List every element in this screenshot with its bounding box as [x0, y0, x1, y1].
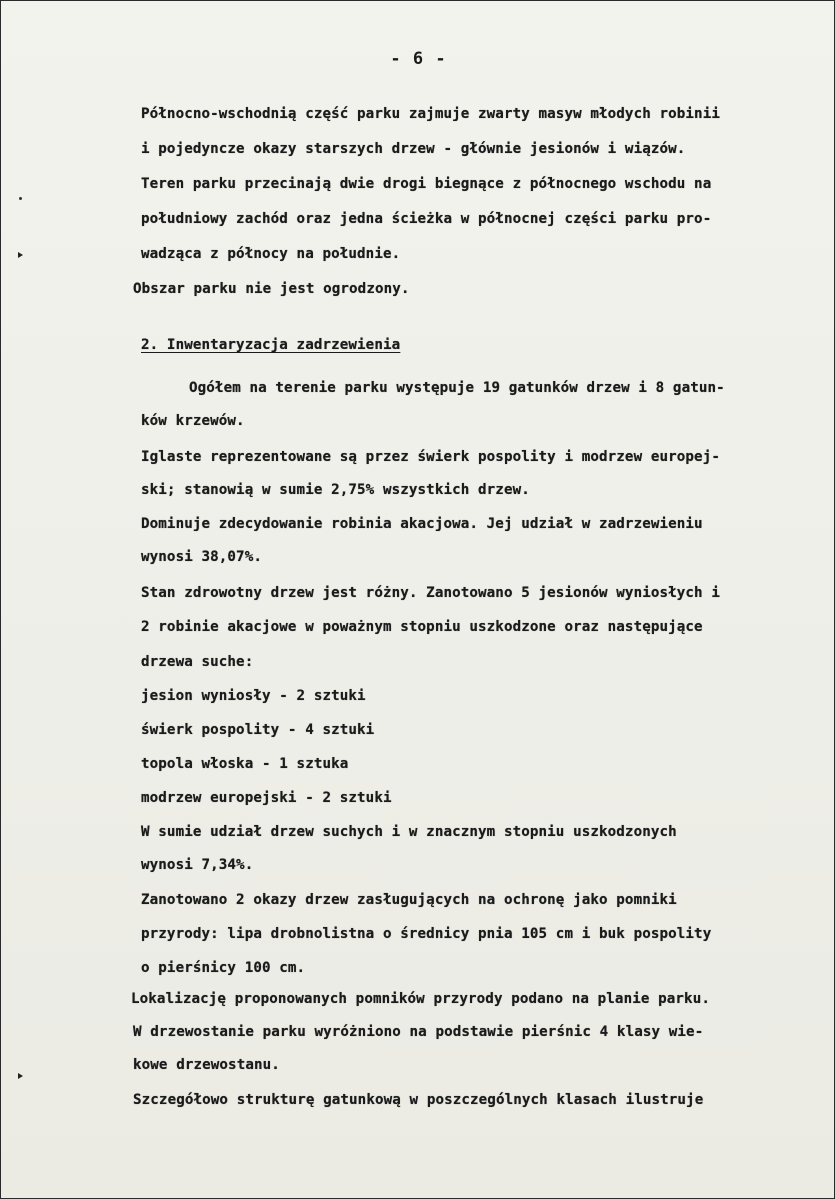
punch-mark-icon	[18, 252, 23, 258]
section-heading: 2. Inwentaryzacja zadrzewienia	[141, 337, 401, 353]
speck-dot	[19, 197, 22, 200]
list-item: modrzew europejski - 2 sztuki	[141, 790, 392, 806]
text-line: Obszar parku nie jest ogrodzony.	[133, 281, 410, 297]
text-line: drzewa suche:	[141, 654, 254, 670]
text-line: Dominuje zdecydowanie robinia akacjowa. Jej udział w zadrzewieniu	[141, 516, 703, 532]
text-line: ków krzewów.	[141, 413, 245, 429]
text-line: Szczegółowo strukturę gatunkową w poszczególnych klasach ilustruje	[133, 1092, 704, 1108]
text-line: Lokalizację proponowanych pomników przyrody podano na planie parku.	[131, 991, 710, 1007]
text-line: południowy zachód oraz jedna ścieżka w północnej części parku pro-	[141, 211, 712, 227]
list-item: topola włoska - 1 sztuka	[141, 756, 349, 772]
text-line: Północno-wschodnią część parku zajmuje zwarty masyw młodych robinii	[141, 106, 720, 122]
list-item: jesion wyniosły - 2 sztuki	[141, 688, 366, 704]
text-line: Ogółem na terenie parku występuje 19 gatunków drzew i 8 gatun-	[189, 380, 725, 396]
text-line: 2 robinie akacjowe w poważnym stopniu uszkodzone oraz następujące	[141, 619, 703, 635]
page-number: - 6 -	[390, 49, 447, 69]
text-line: Zanotowano 2 okazy drzew zasługujących na ochronę jako pomniki	[141, 892, 677, 908]
text-line: o pierśnicy 100 cm.	[141, 960, 306, 976]
text-line: Teren parku przecinają dwie drogi biegnące z północnego wschodu na	[141, 176, 712, 192]
text-line: ski; stanowią w sumie 2,75% wszystkich drzew.	[141, 482, 530, 498]
text-line: i pojedyncze okazy starszych drzew - głównie jesionów i wiązów.	[141, 141, 686, 157]
text-line: wynosi 38,07%.	[141, 549, 262, 565]
text-line: Iglaste reprezentowane są przez świerk pospolity i modrzew europej-	[141, 449, 720, 465]
punch-mark-icon	[18, 1073, 23, 1079]
text-line: Stan zdrowotny drzew jest różny. Zanotowano 5 jesionów wyniosłych i	[141, 585, 720, 601]
text-line: przyrody: lipa drobnolistna o średnicy pnia 105 cm i buk pospolity	[141, 926, 712, 942]
text-line: wadząca z północy na południe.	[141, 246, 401, 262]
text-line: W drzewostanie parku wyróżniono na podstawie pierśnic 4 klasy wie-	[133, 1024, 704, 1040]
list-item: świerk pospolity - 4 sztuki	[141, 722, 375, 738]
text-line: kowe drzewostanu.	[133, 1057, 280, 1073]
text-line: wynosi 7,34%.	[141, 857, 254, 873]
text-line: W sumie udział drzew suchych i w znacznym stopniu uszkodzonych	[141, 824, 677, 840]
